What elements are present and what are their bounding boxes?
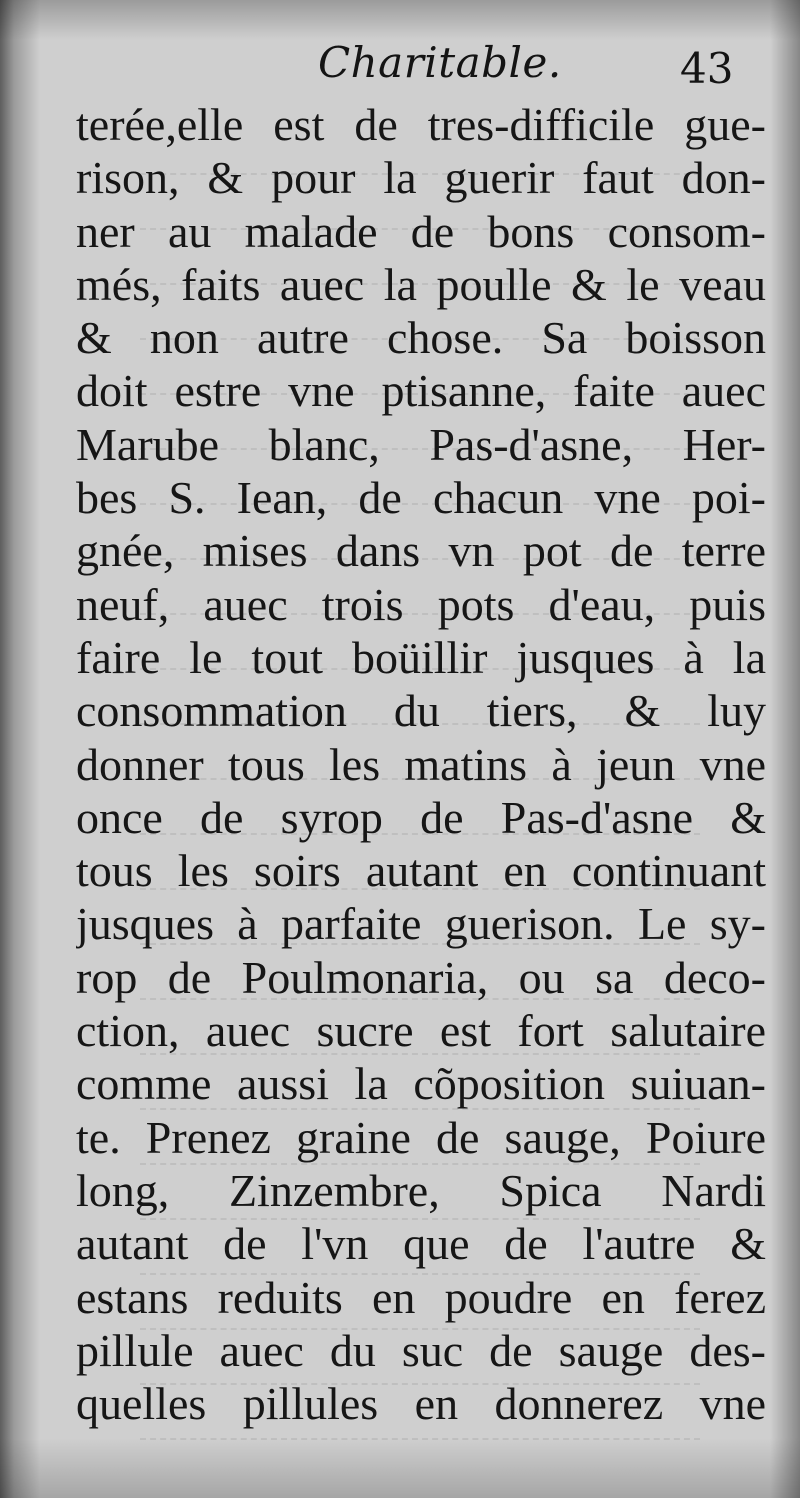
body-text — [76, 98, 766, 1430]
text-line: faire le tout boüillir jusques à la — [76, 631, 766, 683]
text-line: donner tous les matins à jeun vne — [76, 738, 766, 790]
text-line: rison, & pour la guerir faut don- — [76, 152, 766, 204]
text-line: ner au malade de bons consom- — [76, 205, 766, 257]
text-line: gnée, mises dans vn pot de terre — [76, 525, 766, 577]
text-line: rop de Poulmonaria, ou sa deco- — [76, 951, 766, 1003]
text-line: quelles pillules en donnerez vne — [76, 1378, 766, 1430]
text-line: & non autre chose. Sa boisson — [76, 312, 766, 364]
text-line: consommation du tiers, & luy — [76, 685, 766, 737]
text-line: comme aussi la cõposition suiuan- — [76, 1058, 766, 1110]
text-line: bes S. Iean, de chacun vne poi- — [76, 472, 766, 524]
text-line: neuf, auec trois pots d'eau, puis — [76, 578, 766, 630]
text-line: jusques à parfaite guerison. Le sy- — [76, 898, 766, 950]
text-line: estans reduits en poudre en ferez — [76, 1271, 766, 1323]
text-line: pillule auec du suc de sauge des- — [76, 1324, 766, 1376]
text-line: terée,elle est de tres-difficile gue- — [76, 99, 766, 150]
text-line: once de syrop de Pas-d'asne & — [76, 791, 766, 843]
text-line: Marube blanc, Pas-d'asne, Her- — [76, 418, 766, 470]
text-line: més, faits auec la poulle & le veau — [76, 258, 766, 310]
text-line: ction, auec sucre est fort salutaire — [76, 1005, 766, 1057]
text-line: te. Prenez graine de sauge, Poiure — [76, 1111, 766, 1163]
page-number: 43 — [680, 44, 734, 93]
text-line: doit estre vne ptisanne, faite auec — [76, 365, 766, 417]
running-head-title: Charitable. — [318, 38, 562, 87]
text-line: autant de l'vn que de l'autre & — [76, 1218, 766, 1270]
text-line: long, Zinzembre, Spica Nardi — [76, 1164, 766, 1216]
text-line: tous les soirs autant en continuant — [76, 845, 766, 897]
